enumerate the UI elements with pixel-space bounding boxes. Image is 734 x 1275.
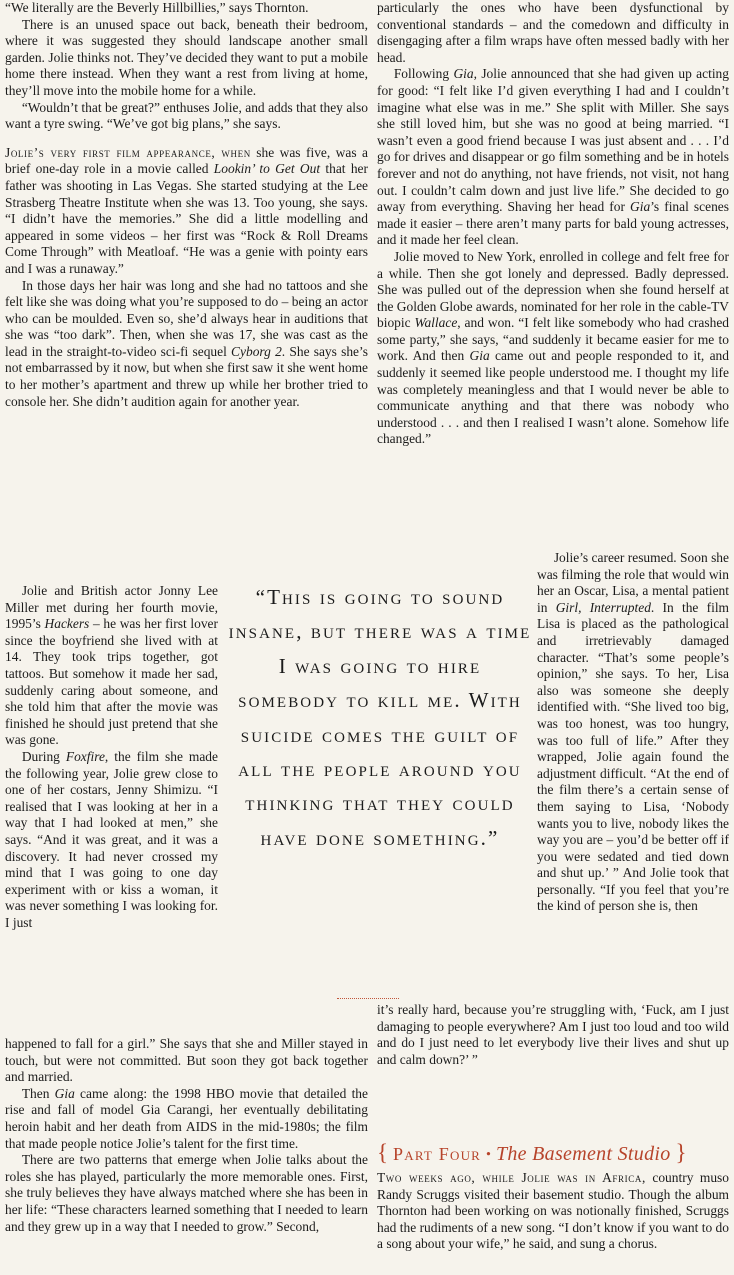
section-heading <box>377 1140 729 1168</box>
section-lead-caps: Two weeks ago, while Jolie was in Africa, <box>377 1170 646 1185</box>
film-title: Cyborg 2 <box>231 343 282 359</box>
text-run: came along: the 1998 HBO movie that detailed the rise and fall of model Gia Carangi, her eventually debilitating heroin habit and her death from AIDS in the mid-1980s; the film that made people notice Jolie’s talent for the first time. <box>5 1085 368 1151</box>
text-run: . She says she’s not embarrassed by it now, but when she first saw it she went home to her mother’s apartment and threw up while her brother tried to console her. She didn’t audition again for another year. <box>5 343 368 409</box>
film-title: Gia <box>453 66 474 82</box>
text-run: country muso Randy Scruggs visited their basement studio. Though the album Thornton had been working on was notionally finished, Scruggs had the rudiments of a new song. “I don’t know if you want to do a song about your wife,” he said, and sung a chorus. <box>377 1170 729 1252</box>
paragraph <box>377 249 729 448</box>
text-run: , Jolie announced that she had given up acting for good: “I felt like I’d given everything I had and I couldn’t imagine what else was in me.” She split with Miller. She says she still loved him, but she was no good at being married. “I wasn’t even a good friend because I was just absent and . . . I’d go for drives and disappear or go film something and be in hotels forever and not do anything, not have friends, not visit, not hang out. I couldn’t calm down and just live life.” She decided to go away from everything. Shaving her head for <box>377 66 729 215</box>
paragraph: it’s really hard, because you’re struggling with, ‘Fuck, am I just damaging to people everywhere? Am I just too loud and too wild and do I just need to let everybody live their lives and shut up and calm down?’ ” <box>377 1002 729 1067</box>
section-lead-paragraph <box>5 145 368 278</box>
text-run: , the film she made the following year, Jolie grew close to one of her costars, Jenny Shimizu. “I realised that I was looking at her in a way that I had looked at men,” she says. “And it was great, and it was a discovery. It had never crossed my mind that I was going to one day experiment with or kiss a woman, it was never something I was looking for. I just <box>5 748 218 930</box>
text-run: ’s final scenes made it easier – there aren’t many parts for bald young actresses, and it made her feel clean. <box>377 199 729 248</box>
right-column-narrow <box>537 550 729 915</box>
pull-quote: “This is going to sound insane, but there was a time I was going to hire somebody to kill me. With suicide comes the guilt of all the people around you thinking that they could have done something.” <box>228 585 532 850</box>
text-run: Following <box>393 66 454 82</box>
section-title: The Basement Studio <box>495 1143 671 1165</box>
text-run: Then <box>21 1085 55 1101</box>
right-column-top <box>377 0 729 448</box>
film-title: Gia <box>469 348 490 364</box>
left-column-bottom <box>5 1036 368 1235</box>
text-run: she was five, was a brief one-day role in a movie called <box>5 144 368 177</box>
text-run: . In the film Lisa is placed as the pathological and irretrievably damaged character. “That’s some people’s opinion,” she says. To her, Lisa also was someone she deeply identified with. “She lived too big, was too honest, was too hungry, was too full of life.” After they wrapped, Jolie again found the adjustment difficult. “At the end of the film there’s a certain sense of them saying to Lisa, ‘Nobody wants you to live, nobody likes the way you are – you’d be better off if you were sedated and tied down and shut up.’ ” And Jolie took that personally. “If you feel that you’re the kind of person she is, then <box>537 599 730 914</box>
section-lead-paragraph <box>377 1170 729 1253</box>
text-run: – he was her first lover since the boyfriend she lived with at 14. They took trips together, got tattoos. But somehow it made her sad, suddenly caring about someone, and she told him that after the movie was finished he should just pretend that she was gone. <box>5 616 219 748</box>
right-column-middle <box>377 1002 729 1068</box>
film-title: Hackers <box>44 616 90 632</box>
text-run: Jolie and British actor Jonny Lee Miller met during her fourth movie, 1995’s <box>5 583 218 632</box>
text-run: During <box>21 748 66 764</box>
paragraph: There is an unused space out back, beneath their bedroom, where it was suggested they should landscape another small garden. Jolie thinks not. They’ve decided they want to put a mobile home there instead. When they want a rest from living at home, they’ll move into the mobile home for a while. <box>5 16 368 98</box>
paragraph: “We literally are the Beverly Hillbillies,” says Thornton. <box>5 0 309 15</box>
paragraph <box>377 66 729 249</box>
open-brace: { <box>377 1140 389 1165</box>
text-run: that her father was shooting in Las Vegas. She started studying at the Lee Strasberg Theatre Institute when she was 13. Too young, she says. “I didn’t have the memories.” She did a little modelling and appeared in some videos – her first was “Rock & Roll Dreams Come Through” with Meatloaf. “He was a genie with pointy ears and I was a runaway.” <box>5 161 368 276</box>
pull-quote-divider <box>337 998 399 999</box>
paragraph: happened to fall for a girl.” She says that she and Miller stayed in touch, but were not committed. But soon they got back together and married. <box>5 1036 368 1085</box>
paragraph: particularly the ones who have been dysfunctional by conventional standards – and the comedown and difficulty in disengaging after a film wraps have often messed badly with her head. <box>377 0 729 65</box>
close-brace: } <box>675 1140 687 1165</box>
film-title: Gia <box>630 199 651 215</box>
paragraph: There are two patterns that emerge when Jolie talks about the roles she has played, particularly the more memorable ones. First, she truly believes they have always matched where she has been in her life: “These characters learned something that I needed to learn and they grew up in a way that I needed to grow.” Second, <box>5 1152 368 1234</box>
text-run: Jolie’s career resumed. Soon she was filming the role that would win her an Oscar, Lisa, a mental patient in <box>537 550 729 615</box>
paragraph <box>5 278 368 411</box>
paragraph <box>537 550 729 915</box>
left-column-top <box>5 0 368 410</box>
text-run: , and won. “I felt like somebody who had crashed some party,” she says, “and suddenly it became easier for me to work. And then <box>377 315 729 364</box>
right-column-bottom <box>377 1170 729 1253</box>
film-title: Girl, Interrupted <box>555 599 651 615</box>
paragraph <box>5 1086 368 1152</box>
paragraph: “Wouldn’t that be great?” enthuses Jolie, and adds that they also want a tyre swing. “We’ve got big plans,” she says. <box>5 99 368 132</box>
film-title: Gia <box>54 1085 75 1101</box>
text-run: In those days her hair was long and she had no tattoos and she felt like she was doing what you’re supposed to do – being an actor who can be moulded. Even so, she’d always hear in auditions that she was “too dark”. Then, when she was 17, she was cast as the lead in the straight-to-video sci-fi sequel <box>5 277 368 359</box>
text-run: Jolie moved to New York, enrolled in college and felt free for a while. Then she got lonely and depressed. Badly depressed. She was pulled out of the depression when she found herself at the Golden Globe awards, nominated for her role in the cable-TV biopic <box>377 248 729 331</box>
left-column-narrow <box>5 583 218 931</box>
paragraph <box>5 583 218 749</box>
film-title: Wallace <box>414 315 458 331</box>
part-label: Part Four <box>393 1144 482 1164</box>
paragraph <box>5 749 218 932</box>
film-title: Lookin’ to Get Out <box>213 161 321 177</box>
text-run: came out and people responded to it, and suddenly it seemed like people understood me. I thought my life was completely meaningless and that I would never be able to communicate anything and that there was nobody who understood . . . and then I realised I wasn’t alone. Somehow life changed.” <box>377 348 729 447</box>
section-lead-caps: Jolie’s very first film appearance, when <box>5 144 251 160</box>
film-title: Foxfire <box>65 748 105 764</box>
bullet-icon: • <box>486 1147 491 1163</box>
